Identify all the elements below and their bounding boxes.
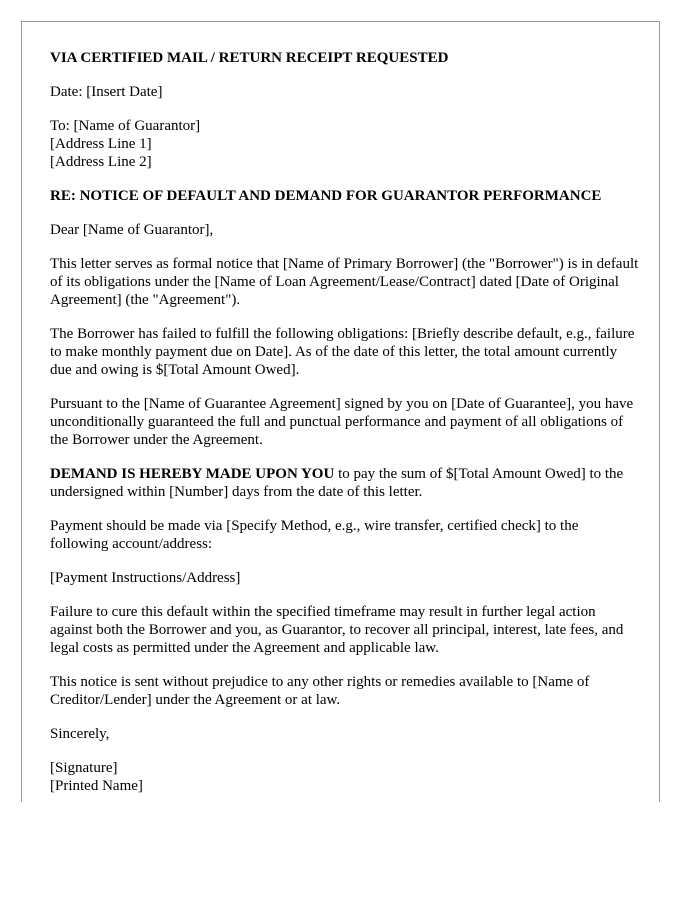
printed-name-line: [Printed Name] (50, 778, 143, 794)
salutation: Dear [Name of Guarantor], (50, 222, 214, 238)
demand-text: to pay the sum of $[Total Amount Owed] to the undersigned within [Number] days from the date of this letter. (50, 466, 624, 500)
subject-line: RE: NOTICE OF DEFAULT AND DEMAND FOR GUARANTOR PERFORMANCE (50, 188, 602, 204)
signature-block (50, 759, 640, 795)
paragraph-guarantee: Pursuant to the [Name of Guarantee Agreement] signed by you on [Date of Guarantee], you have unconditionally guaranteed the full and punctual performance and payment of all obligations of the Borrower under the Agreement. (50, 396, 634, 448)
signature-line: [Signature] (50, 760, 118, 776)
paragraph-demand (50, 465, 640, 501)
demand-bold-text: DEMAND IS HEREBY MADE UPON YOU (50, 466, 335, 482)
letter-page (21, 21, 660, 802)
recipient-address-2: [Address Line 2] (50, 154, 152, 170)
paragraph-cure: Failure to cure this default within the specified timeframe may result in further legal action against both the Borrower and you, as Guarantor, to recover all principal, interest, late fees, and legal costs as permitted under the Agreement and applicable law. (50, 604, 624, 656)
paragraph-failure: The Borrower has failed to fulfill the following obligations: [Briefly describe default, e.g., failure to make monthly payment due on Date]. As of the date of this letter, the total amount currently due and owing is $[Total Amount Owed]. (50, 326, 635, 378)
letter-body (50, 49, 640, 802)
date-line: Date: [Insert Date] (50, 84, 163, 100)
recipient-name: To: [Name of Guarantor] (50, 118, 201, 134)
payment-instructions: [Payment Instructions/Address] (50, 570, 241, 586)
mail-method-heading: VIA CERTIFIED MAIL / RETURN RECEIPT REQUESTED (50, 50, 449, 66)
paragraph-payment: Payment should be made via [Specify Method, e.g., wire transfer, certified check] to the following account/address: (50, 518, 579, 552)
paragraph-prejudice: This notice is sent without prejudice to any other rights or remedies available to [Name of Creditor/Lender] under the Agreement or at law. (50, 674, 590, 708)
recipient-address-1: [Address Line 1] (50, 136, 152, 152)
closing: Sincerely, (50, 726, 110, 742)
paragraph-notice: This letter serves as formal notice that [Name of Primary Borrower] (the "Borrower") is in default of its obligations under the [Name of Loan Agreement/Lease/Contract] dated [Date of Original Agreement] (the "Agreement"). (50, 256, 639, 308)
recipient-block (50, 117, 640, 171)
